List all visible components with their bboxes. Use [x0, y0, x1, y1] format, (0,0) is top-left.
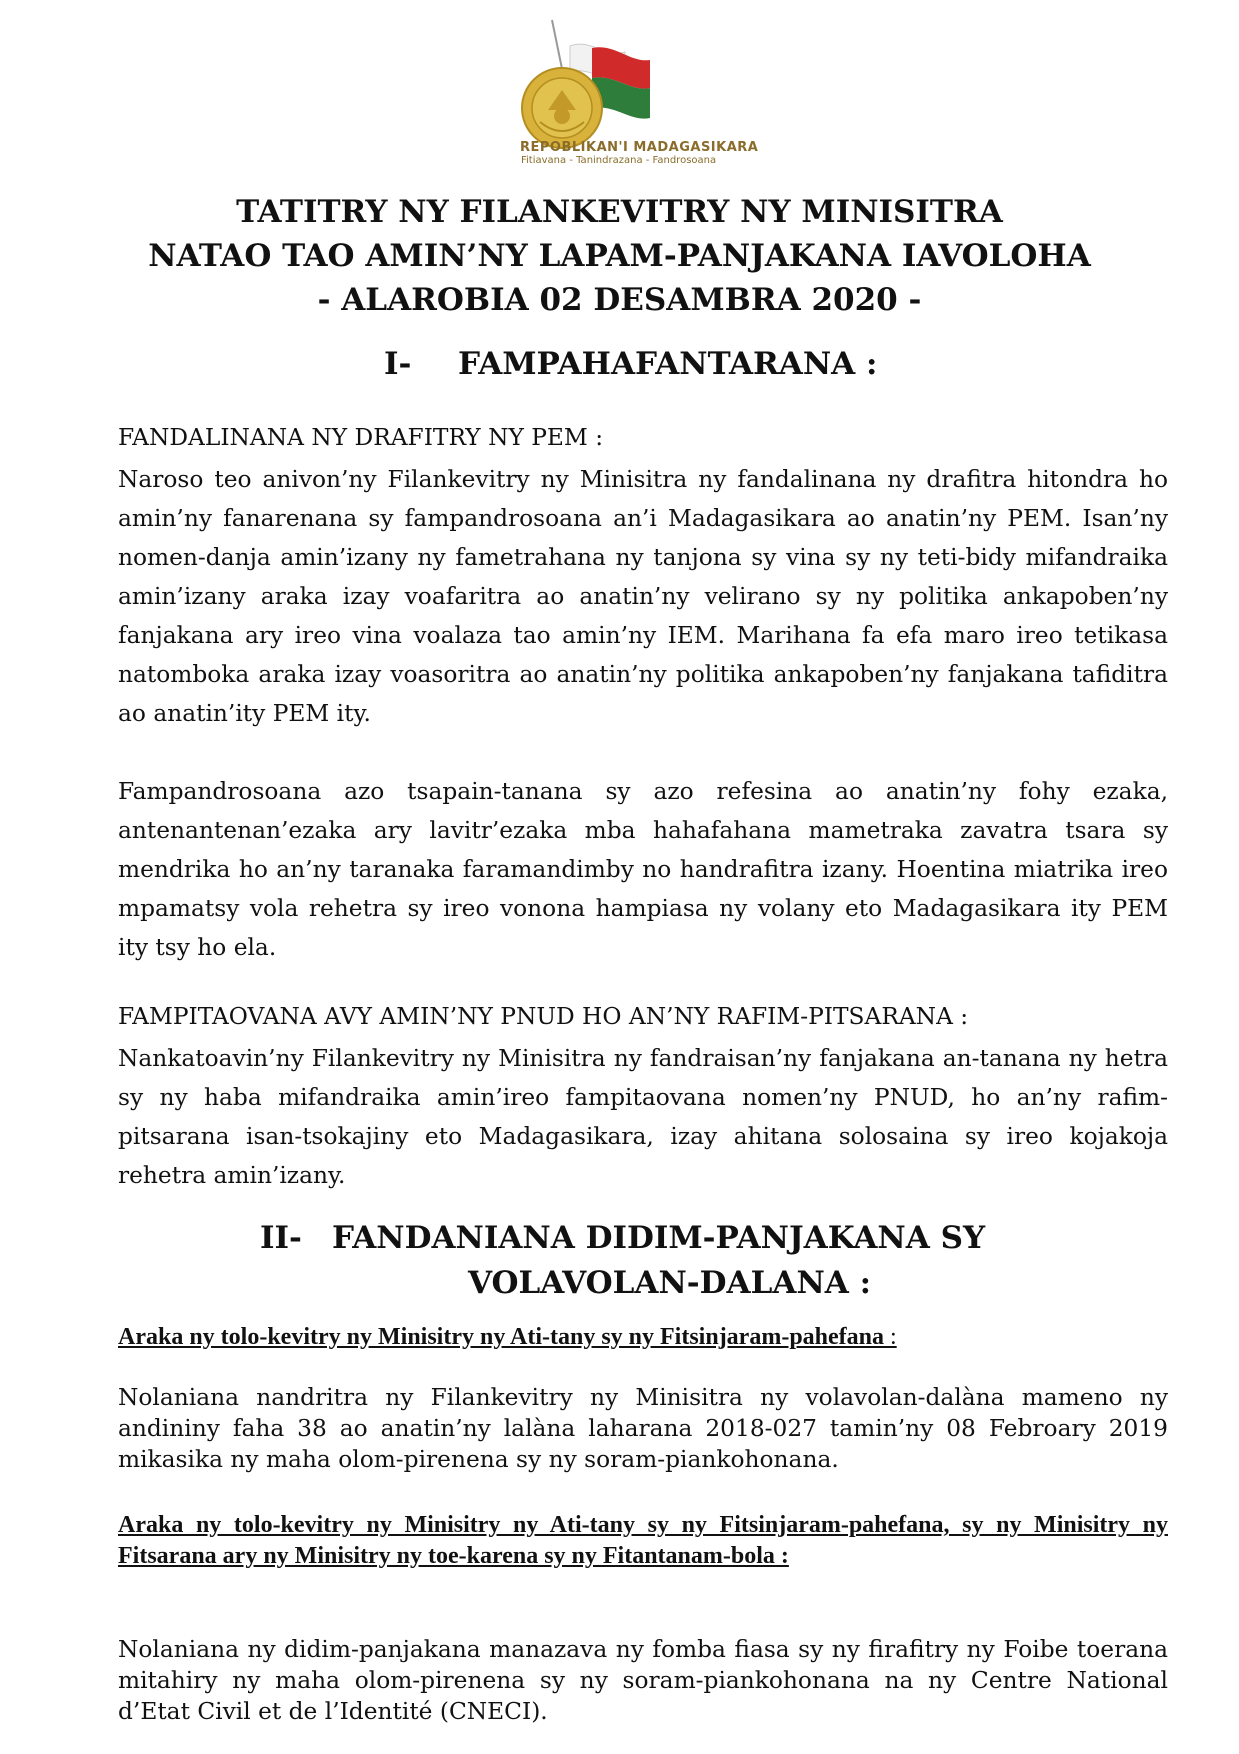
section-2-subheading-1-text: Araka ny tolo-kevitry ny Minisitry ny Ati-tany sy ny Fitsinjaram-pahefana	[118, 1324, 885, 1350]
section-2-paragraph-1: Nolaniana nandritra ny Filankevitry ny Minisitra ny volavolan-dalàna mameno ny andininy faha 38 ao anatin’ny lalàna laharana 2018-027 tamin’ny 08 Febroary 2019 mikasika ny maha olom-pirenena sy ny soram-piankohonana.	[118, 1384, 1168, 1473]
title-line-3: - ALAROBIA 02 DESAMBRA 2020 -	[317, 282, 922, 318]
section-2-subheading-2: Araka ny tolo-kevitry ny Minisitry ny Ati-tany sy ny Fitsinjaram-pahefana, sy ny Minisitry ny Fitsarana ary ny Minisitry ny toe-karena sy ny Fitantanam-bola :	[118, 1512, 1168, 1569]
section-2-paragraph-2: Nolaniana ny didim-panjakana manazava ny fomba fiasa sy ny firafitry ny Foibe toerana mitahiry ny maha olom-pirenena sy ny soram-piankohonana na ny Centre National d’Etat Civil et de l’Identité (CNECI).	[118, 1636, 1168, 1725]
republic-name: REPOBLIKAN'I MADAGASIKARA	[520, 140, 759, 155]
title-line-1: TATITRY NY FILANKEVITRY NY MINISITRA	[236, 194, 1003, 230]
document-title	[60, 190, 1179, 322]
republic-motto: Fitiavana - Tanindrazana - Fandrosoana	[521, 155, 717, 166]
section-2-subheading-1	[118, 1322, 1168, 1353]
section-2-heading-line-1	[260, 1220, 985, 1256]
title-line-2: NATAO TAO AMIN’NY LAPAM-PANJAKANA IAVOLOHA	[148, 238, 1091, 274]
section-1-label-pem: FANDALINANA NY DRAFITRY NY PEM :	[118, 424, 604, 451]
section-2-heading-line-2: VOLAVOLAN-DALANA :	[468, 1265, 872, 1301]
section-1-paragraph-2: Fampandrosoana azo tsapain-tanana sy azo refesina ao anatin’ny fohy ezaka, antenantenan’ezaka ary lavitr’ezaka mba hahafahana mametraka zavatra tsara sy mendrika ho an’ny taranaka faramandimby no handrafitra izany. Hoentina miatrika ireo mpamatsy vola rehetra sy ireo vonona hampiasa ny volany eto Madagasikara ity PEM ity tsy ho ela.	[118, 778, 1168, 961]
section-1-label-pnud: FAMPITAOVANA AVY AMIN’NY PNUD HO AN’NY RAFIM-PITSARANA :	[118, 1003, 969, 1030]
section-1-title: FAMPAHAFANTARANA :	[458, 346, 878, 382]
section-2-subheading-1-colon: :	[884, 1324, 897, 1350]
section-1-paragraph-1: Naroso teo anivon’ny Filankevitry ny Minisitra ny fandalinana ny drafitra hitondra ho amin’ny fanarenana sy fampandrosoana an’i Madagasikara ao anatin’ny PEM. Isan’ny nomen-danja amin’izany ny fametrahana ny tanjona sy vina sy ny teti-bidy mifandraika amin’izany araka izay voafaritra ao anatin’ny velirano sy ny politika ankapoben’ny fanjakana ary ireo vina voalaza tao amin’ny IEM. Marihana fa efa maro ireo tetikasa natomboka araka izay voasoritra ao anatin’ny politika ankapoben’ny fanjakana tafiditra ao anatin’ity PEM ity.	[118, 466, 1168, 727]
section-1-number: I-	[384, 346, 412, 382]
section-1-paragraph-3: Nankatoavin’ny Filankevitry ny Minisitra ny fandraisan’ny fanjakana an-tanana ny hetra sy ny haba mifandraika amin’ireo fampitaovana nomen’ny PNUD, ho an’ny rafim-pitsarana isan-tsokajiny eto Madagasikara, izay ahitana solosaina sy ireo kojakoja rehetra amin’izany.	[118, 1045, 1168, 1189]
section-2-title-line-1: FANDANIANA DIDIM-PANJAKANA SY	[332, 1220, 986, 1256]
section-1-heading	[384, 346, 877, 382]
section-2-number: II-	[260, 1220, 302, 1256]
